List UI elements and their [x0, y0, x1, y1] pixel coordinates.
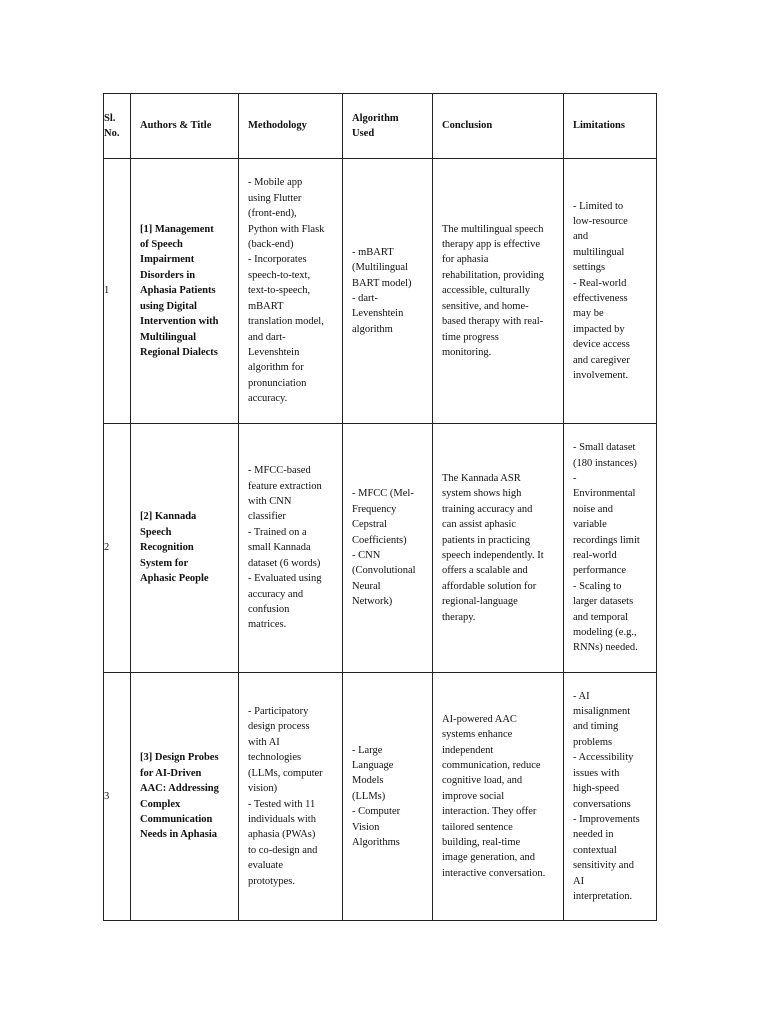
- cell-methodology: - Participatory design process with AI technologies (LLMs, computer vision) - Tested with 11 individuals with aphasia (PWAs) to co-design and evaluate prototypes.: [239, 673, 343, 921]
- header-authors-title: Authors & Title: [131, 94, 239, 159]
- cell-methodology: - Mobile app using Flutter (front-end), Python with Flask (back-end) - Incorporates speech-to-text, text-to-speech, mBART translation model, and dart- Levenshtein algorithm for pronunciation accuracy.: [239, 159, 343, 424]
- header-algorithm-used: Algorithm Used: [343, 94, 433, 159]
- cell-algorithm-used: - Large Language Models (LLMs) - Computer Vision Algorithms: [343, 673, 433, 921]
- header-sl-no: Sl. No.: [104, 94, 131, 159]
- cell-sl-no: 2: [104, 424, 131, 673]
- table-row: [104, 673, 657, 921]
- cell-conclusion: The multilingual speech therapy app is effective for aphasia rehabilitation, providing accessible, culturally sensitive, and home- based therapy with real- time progress monitoring.: [433, 159, 564, 424]
- cell-authors-title: [2] Kannada Speech Recognition System for Aphasic People: [131, 424, 239, 673]
- cell-algorithm-used: - mBART (Multilingual BART model) - dart- Levenshtein algorithm: [343, 159, 433, 424]
- cell-limitations: - AI misalignment and timing problems - Accessibility issues with high-speed conversations - Improvements needed in contextual sensitivity and AI interpretation.: [564, 673, 657, 921]
- cell-authors-title: [3] Design Probes for AI-Driven AAC: Addressing Complex Communication Needs in Aphasia: [131, 673, 239, 921]
- cell-sl-no: 1: [104, 159, 131, 424]
- cell-limitations: - Small dataset (180 instances) - Environmental noise and variable recordings limit real-world performance - Scaling to larger datasets and temporal modeling (e.g., RNNs) needed.: [564, 424, 657, 673]
- table-row: [104, 159, 657, 424]
- cell-conclusion: AI-powered AAC systems enhance independent communication, reduce cognitive load, and improve social interaction. They offer tailored sentence building, real-time image generation, and interactive conversation.: [433, 673, 564, 921]
- cell-sl-no: 3: [104, 673, 131, 921]
- table-row: [104, 424, 657, 673]
- table-header-row: [104, 94, 657, 159]
- header-methodology: Methodology: [239, 94, 343, 159]
- header-limitations: Limitations: [564, 94, 657, 159]
- cell-limitations: - Limited to low-resource and multilingual settings - Real-world effectiveness may be impacted by device access and caregiver involvement.: [564, 159, 657, 424]
- literature-review-table: [103, 93, 657, 921]
- cell-authors-title: [1] Management of Speech Impairment Disorders in Aphasia Patients using Digital Intervention with Multilingual Regional Dialects: [131, 159, 239, 424]
- header-conclusion: Conclusion: [433, 94, 564, 159]
- cell-methodology: - MFCC-based feature extraction with CNN classifier - Trained on a small Kannada dataset (6 words) - Evaluated using accuracy and confusion matrices.: [239, 424, 343, 673]
- cell-conclusion: The Kannada ASR system shows high training accuracy and can assist aphasic patients in practicing speech independently. It offers a scalable and affordable solution for regional-language therapy.: [433, 424, 564, 673]
- cell-algorithm-used: - MFCC (Mel- Frequency Cepstral Coefficients) - CNN (Convolutional Neural Network): [343, 424, 433, 673]
